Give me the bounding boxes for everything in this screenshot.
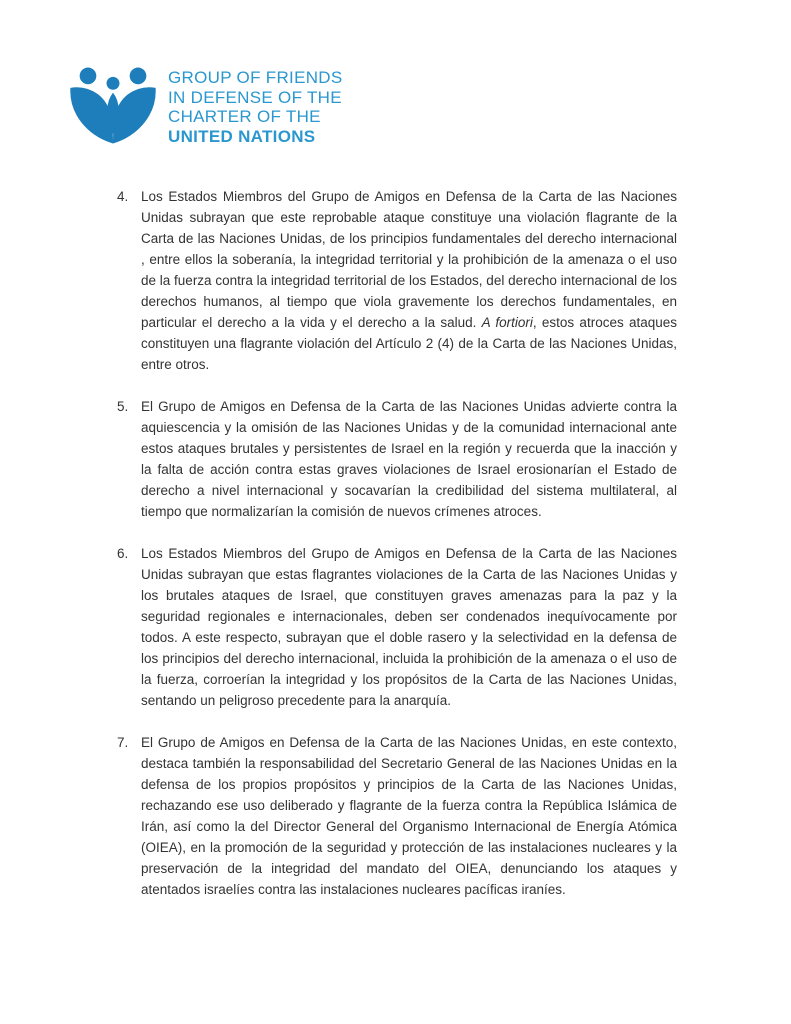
paragraph-number: 6.: [117, 546, 129, 561]
paragraph-6: [117, 543, 677, 711]
paragraph-text: El Grupo de Amigos en Defensa de la Carta de las Naciones Unidas, en este contexto, destaca también la responsabilidad del Secretario General de las Naciones Unidas en la defensa de los propios propósitos y principios de la Carta de las Naciones Unidas, rechazando ese uso deliberado y flagrante de la fuerza contra la República Islámica de Irán, así como la del Director General del Organismo Internacional de Energía Atómica (OIEA), en la promoción de la seguridad y protección de las instalaciones nucleares y la preservación de la integridad del mandato del OIEA, denunciando los ataques y atentados israelíes contra las instalaciones nucleares pacíficas iraníes.: [141, 735, 677, 897]
logo-text-line-4: UNITED NATIONS: [168, 126, 316, 146]
paragraph-4: [117, 186, 677, 375]
logo-text: [168, 68, 343, 146]
paragraph-text: El Grupo de Amigos en Defensa de la Carta de las Naciones Unidas advierte contra la aquiescencia y la omisión de las Naciones Unidas y de la comunidad internacional ante estos ataques brutales y persistentes de Israel en la región y recuerda que la inacción y la falta de acción contra estas graves violaciones de Israel erosionarían el Estado de derecho a nivel internacional y socavarían la credibilidad del sistema multilateral, al tiempo que normalizarían la comisión de nuevos crímenes atroces.: [141, 399, 677, 519]
paragraph-number: 5.: [117, 399, 129, 414]
logo-text-line-1: GROUP OF FRIENDS: [168, 68, 343, 87]
paragraph-number: 7.: [117, 735, 129, 750]
paragraph-text: Los Estados Miembros del Grupo de Amigos en Defensa de la Carta de las Naciones Unidas subrayan que este reprobable ataque constituye una violación flagrante de la Carta de las Naciones Unidas, de los principios fundamentales del derecho internacional , entre ellos la soberanía, la integridad territorial y la prohibición de la amenaza o el uso de la fuerza contra la integridad territorial de los Estados, del derecho internacional de los derechos humanos, al tiempo que viola gravemente los derechos fundamentales, en particular el derecho a la vida y el derecho a la salud. A fortiori, estos atroces ataques constituyen una flagrante violación del Artículo 2 (4) de la Carta de las Naciones Unidas, entre otros.: [141, 189, 677, 372]
logo-text-line-3: CHARTER OF THE: [168, 107, 321, 126]
paragraph-5: [117, 396, 677, 522]
paragraph-text: Los Estados Miembros del Grupo de Amigos en Defensa de la Carta de las Naciones Unidas subrayan que estas flagrantes violaciones de la Carta de las Naciones Unidas y los brutales ataques de Israel, que constituyen graves amenazas para la paz y la seguridad regionales e internacionales, deben ser condenados inequívocamente por todos. A este respecto, subrayan que el doble rasero y la selectividad en la defensa de los principios del derecho internacional, incluida la prohibición de la amenaza o el uso de la fuerza, corroerían la integridad y los propósitos de la Carta de las Naciones Unidas, sentando un peligroso precedente para la anarquía.: [141, 546, 677, 708]
group-of-friends-logo-icon: [66, 62, 160, 150]
logo-text-line-2: IN DEFENSE OF THE: [168, 87, 342, 107]
logo: [66, 62, 343, 150]
paragraph-number: 4.: [117, 189, 129, 204]
paragraph-list: [117, 186, 677, 921]
paragraph-7: [117, 732, 677, 900]
